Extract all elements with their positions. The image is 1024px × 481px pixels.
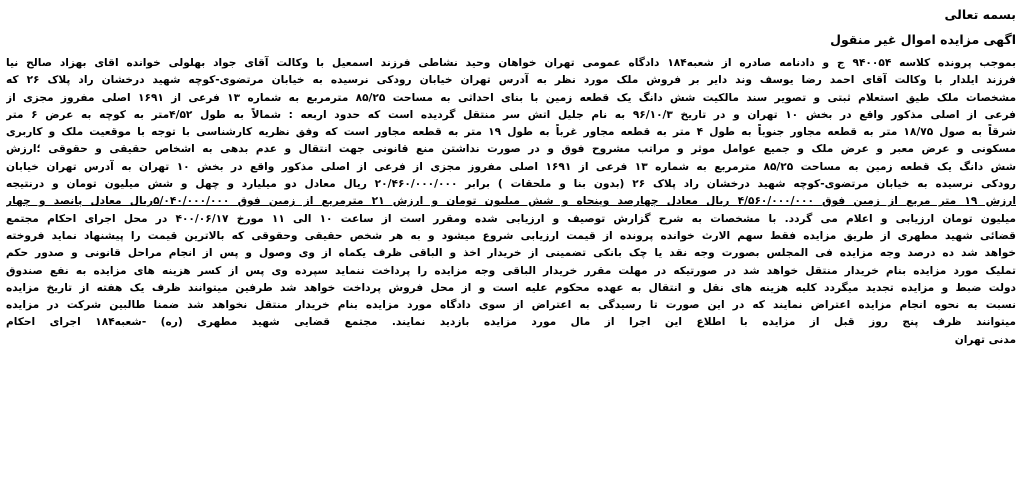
body-line: شش دانگ یک قطعه زمین به مساحت ۸۵/۲۵ مترمربع به شماره ۱۳ فرعی از ۱۶۹۱ اصلی مفروز مجزی از فرعی از اصلی مذکور واقع در بخش ۱۰ تهران به آدرس تهران خیابان (6, 160, 1016, 173)
body-line: مشخصات ملک طیق استعلام ثبتی و تصویر سند مالکیت شش دانگ یک قطعه زمین با بنای احداثی به مساحت ۸۵/۲۵ مترمربع به شماره ۱۳ فرعی از ۱۶۹۱ اصلی مفروز مجزی از (6, 91, 1016, 104)
notice-title: اگهی مزایده اموال غیر منقول (830, 32, 1016, 47)
body-line: رودکی نرسیده به خیابان مرتضوی-کوچه شهید درخشان راد پلاک ۲۶ (بدون بنا و ملحقات ) برابر ۲۰/۴۶۰/۰۰۰/۰۰۰ ریال معادل دو میلیارد و چهل و شش میلیون تومان و درنتیجه (6, 178, 1016, 191)
body-line: میتوانند ظرف پنج روز قبل از مزایده با اطلاع این اجرا از مال مورد مزایده بازدید نمایند. مجتمع قضایی شهید مطهری (ره) -شعبه۱۸۴ اجرای احکام (6, 316, 1016, 329)
body-line: میلیون تومان ارزیابی و اعلام می گردد. با مشخصات به شرح گزارش توصیف و ارزیابی شده ومقرر است از ساعت ۱۰ الی ۱۱ مورخ ۴۰۰/۰۶/۱۷ در محل اجرای احکام مجتمع (6, 212, 1016, 225)
body-line: تملیک مورد مزایده بنام خریدار منتقل خواهد شد در صورتیکه در مهلت مقرر خریدار الباقی وجه مزایده را پرداخت ننماید سپرده وی پس از کسر هزینه های مزایده به نفع صندوق (6, 264, 1016, 277)
body-line-underlined: ارزش ۱۹ متر مربع از زمین فوق ۴/۵۶۰/۰۰۰/۰۰۰ ریال معادل چهارصد وپنجاه و شش میلیون تومان و ارزش ۲۱ مترمربع از زمین فوق ۵/۰۴۰/۰۰۰/۰۰۰ریال معادل پانصد و چهار (6, 195, 1016, 208)
body-line: خواهد شد ده درصد وجه مزایده فی المجلس بصورت وجه نقد یا چک بانکی تضمینی از خریدار اخذ و الباقی ظرف یکماه از وی وصول و پس از انجام مراحل قانونی و صدور حکم (6, 247, 1016, 260)
body-line: قضائی شهید مطهری از طریق مزایده فقط سهم الارث خوانده پرونده از قیمت ارزیابی شروع میشود و به هر شخص حقیقی وحقوقی که بالاترین قیمت را پیشنهاد نماید فروخته (6, 229, 1016, 242)
body-line: شرقاً به صول ۱۸/۷۵ متر به قطعه مجاور جنوباً به طول ۴ متر به قطعه مجاور غرباً به طول ۱۹ متر به قطعه مجاور است که وفق نظریه کارشناسی با توجه با موقعیت ملک و کاربری (6, 126, 1016, 139)
bismillah-heading: بسمه تعالی (944, 7, 1016, 22)
body-line: بموجب پرونده کلاسه ۹۴۰۰۵۴ ج و دادنامه صادره از شعبه۱۸۴ دادگاه عمومی تهران خواهان وحید نشاطی فرزند اسمعیل با وکالت آقای جواد بهلولی خوانده اقای بهزاد صالح نیا (6, 57, 1016, 69)
notice-body (6, 55, 1016, 349)
auction-notice (6, 4, 1016, 479)
body-line: فرزند ایلدار با وکالت آقای احمد رضا یوسف وند دایر بر فروش ملک مورد نظر به آدرس تهران خیابان رودکی نرسیده به خیابان مرتضوی-کوچه شهید درخشان راد پلاک ۲۶ که (6, 74, 1016, 87)
body-line: مسکونی و عرض معبر و عرض ملک و جمیع عوامل موثر و مراتب مشروح فوق و در صورت نداشتن منع قانونی جهت انتقال و عدم بدهی به اشخاص حقیقی و حقوقی ؛ارزش (6, 143, 1016, 156)
body-line: نسبت به نحوه انجام مزایده اعتراض نمایند که در این صورت تا رسیدگی به اعتراض از سوی دادگاه مورد مزایده بنام خریدار منتقل نخواهد شد ضمنا طالبین شرکت در مزایده (6, 299, 1016, 312)
body-line-last: مدنی تهران (954, 333, 1016, 346)
body-line: فرعی از اصلی مذکور واقع در بخش ۱۰ تهران و در تاریخ ۹۶/۱۰/۳ به نام جلیل اتش سر منتقل گردیده است که حدود اربعه : شمالاً به طول ۴/۵۲متر به کوچه به عرض ۶ متر (6, 108, 1016, 121)
body-line: دولت ضبط و مزایده تجدید میگردد کلیه هزینه های نقل و انتقال به عهده محکوم علیه است و از محل فروش پرداخت خواهد شد طرفین میتوانند ظرف یک هفته از تاریخ مزایده (6, 281, 1016, 294)
